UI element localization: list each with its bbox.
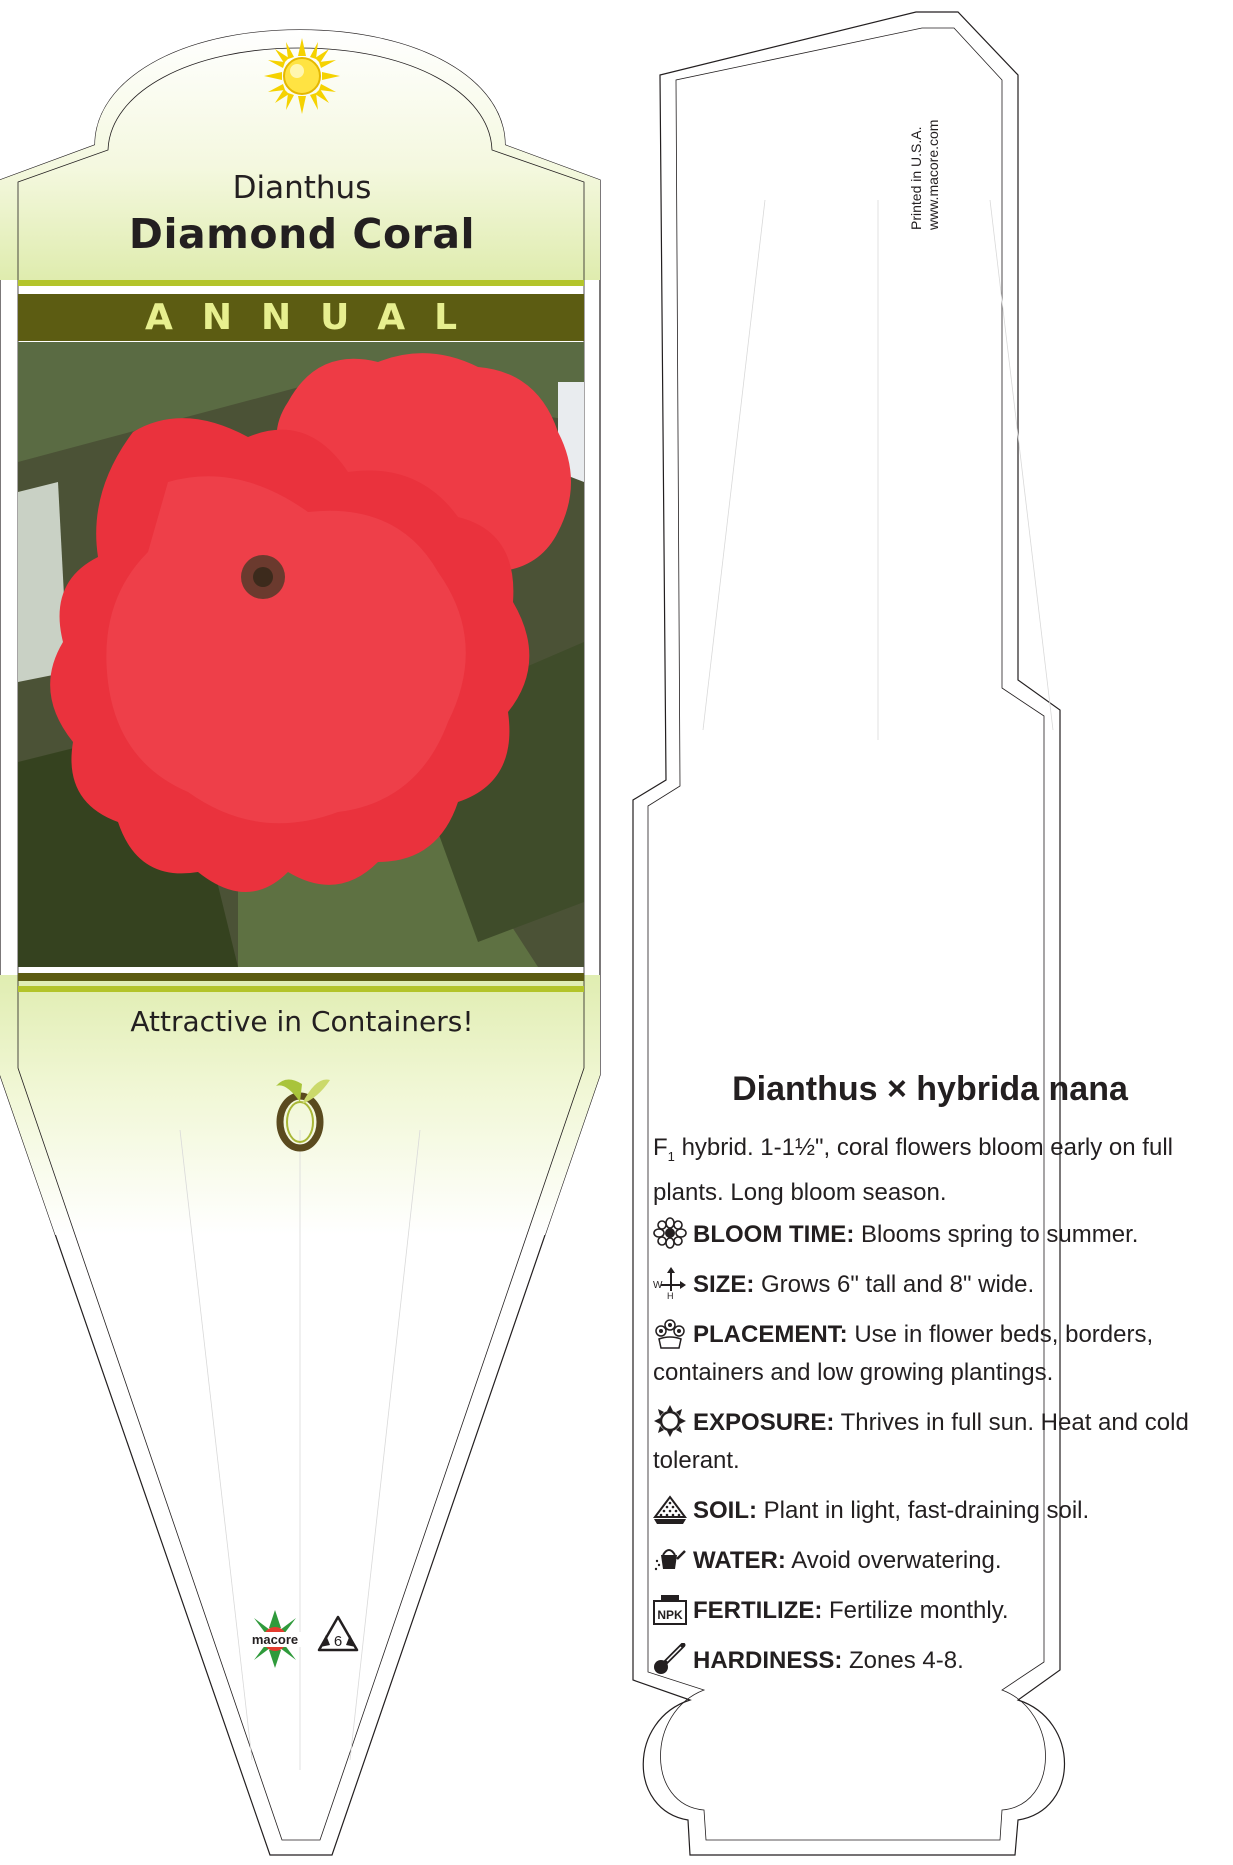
category-band (18, 294, 584, 341)
placement-label: PLACEMENT: (693, 1321, 848, 1348)
hardiness-icon (653, 1643, 687, 1675)
printed-line-2: www.macore.com (925, 119, 941, 230)
soil-label: SOIL: (693, 1497, 757, 1524)
printed-info (908, 120, 942, 230)
sun-icon (262, 36, 342, 116)
botanical-name: Dianthus × hybrida nana (732, 1070, 1128, 1108)
size-label: SIZE: (693, 1271, 755, 1298)
printed-line-1: Printed in U.S.A. (908, 126, 924, 230)
bloom-time-label: BLOOM TIME: (693, 1221, 855, 1248)
hardiness-label: HARDINESS: (693, 1647, 843, 1674)
description-prefix: F (653, 1134, 668, 1161)
size-icon-h: H (667, 1291, 674, 1299)
hardiness-value: Zones 4-8. (842, 1647, 964, 1674)
tagline: Attractive in Containers! (130, 1005, 474, 1038)
variety-name: Diamond Coral (128, 210, 476, 258)
placement-value: Use in flower beds, borders, containers and low growing plantings. (653, 1321, 1154, 1386)
placement-icon (653, 1317, 687, 1349)
fertilize-icon (653, 1593, 687, 1625)
size-icon (653, 1267, 687, 1299)
macore-logo (244, 1608, 306, 1670)
recycle-6-icon (316, 1614, 360, 1654)
size-value: Grows 6" tall and 8" wide. (754, 1271, 1035, 1298)
attr-hardiness (653, 1642, 1228, 1680)
fertilize-icon-text: NPK (657, 1608, 683, 1622)
water-icon (653, 1543, 687, 1575)
water-value: Avoid overwatering. (785, 1547, 1002, 1574)
description-sub: 1 (667, 1148, 675, 1164)
attr-placement (653, 1316, 1228, 1392)
brand-name: macore (251, 1632, 299, 1647)
attr-soil (653, 1492, 1228, 1530)
attr-size (653, 1266, 1228, 1304)
water-label: WATER: (693, 1547, 786, 1574)
seedling-logo-icon (268, 1070, 334, 1152)
exposure-value: Thrives in full sun. Heat and cold tolerant. (653, 1409, 1189, 1474)
attr-fertilize (653, 1592, 1228, 1630)
description-text: hybrid. 1-1½", coral flowers bloom early on full plants. Long bloom season. (653, 1134, 1173, 1206)
exposure-icon (653, 1405, 687, 1437)
soil-icon (653, 1493, 687, 1525)
bloom-time-icon (653, 1217, 687, 1249)
rule-bottom-2 (18, 973, 584, 981)
rule-bottom-1 (18, 986, 584, 992)
bloom-time-value: Blooms spring to summer. (854, 1221, 1139, 1248)
common-name: Dianthus (232, 170, 372, 206)
attr-bloom-time (653, 1216, 1228, 1254)
description (653, 1130, 1228, 1211)
fertilize-value: Fertilize monthly. (822, 1597, 1009, 1624)
recycle-code: 6 (333, 1633, 343, 1650)
flower-photo (18, 342, 584, 967)
exposure-label: EXPOSURE: (693, 1409, 835, 1436)
attr-water (653, 1542, 1228, 1580)
category-label: ANNUAL (144, 297, 487, 338)
size-icon-w: W (653, 1280, 663, 1291)
rule-top (18, 280, 584, 286)
attr-exposure (653, 1404, 1228, 1480)
soil-value: Plant in light, fast-draining soil. (757, 1497, 1090, 1524)
fertilize-label: FERTILIZE: (693, 1597, 823, 1624)
